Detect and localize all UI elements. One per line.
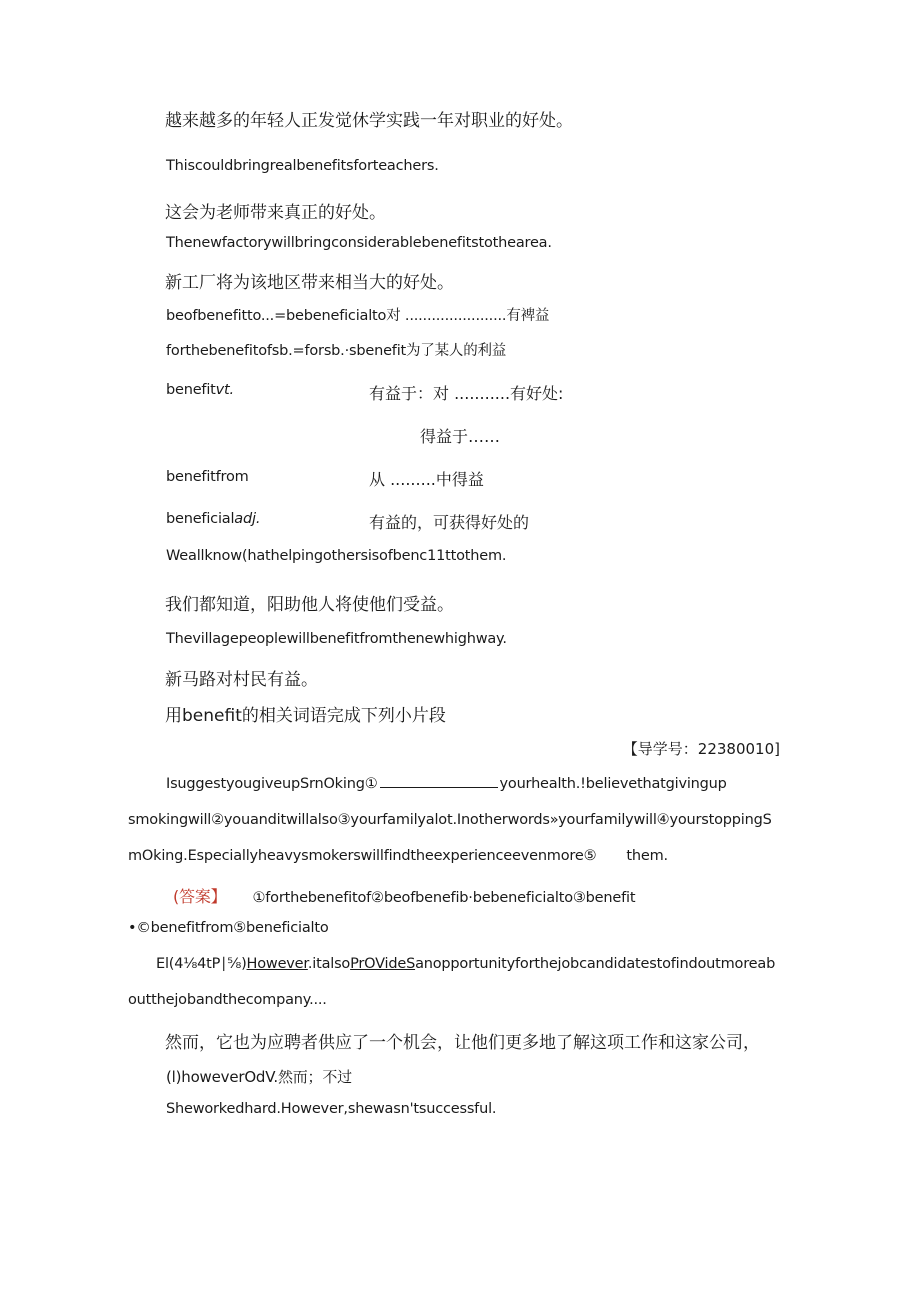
vocab-benefitfrom-term: benefitfrom (166, 469, 249, 485)
answer-line-2: •©benefitfrom⑤beneficialto (128, 920, 329, 936)
passage-line-1 (156, 956, 775, 972)
vocab-benefit-word: benefit (166, 382, 216, 398)
however-example: Sheworkedhard.However,shewasn'tsuccessful. (166, 1101, 497, 1117)
exercise-text: Isuggestyougiveup (166, 776, 300, 792)
exercise-text: yourhealth.!believethatgivingup (499, 776, 727, 792)
example-en-2: Thevillagepeoplewillbenefitfromthenewhighway. (166, 631, 507, 647)
example-cn-1: 我们都知道，阳助他人将使他们受益。 (165, 595, 454, 615)
exercise-text: SrnOking① (299, 776, 378, 792)
example-en-1: Weallknow(hathelpingothersisofbenc11ttothem. (166, 548, 507, 564)
passage-line-2: outthejobandthecompany.... (128, 992, 327, 1008)
line-cn-2: 这会为老师带来真正的好处。 (165, 203, 386, 223)
line-cn-1: 越来越多的年轻人正发觉休学实践一年对职业的好处。 (165, 111, 573, 131)
exercise-line-3 (128, 848, 668, 864)
guide-number: 【导学号：22380010] (622, 740, 780, 758)
exercise-text: them. (626, 848, 668, 864)
phrase-be-of-benefit: beofbenefitto...=bebeneficialto对 .......................有裨益 (166, 308, 550, 324)
vocab-benefit-def: 有益于：对 ...........有好处: (369, 384, 564, 403)
exercise-line-2: smokingwill②youanditwillalso③yourfamilyalot.Inotherwords»yourfamilywill④yourstoppingS (128, 812, 772, 828)
vocab-beneficial-word: beneficial (166, 511, 235, 527)
answer-text: ①forthebenefitof②beofbenefib·bebeneficialto③benefit (252, 890, 636, 906)
passage-text: anopportunityforthejobcandidatestofindoutmoreab (415, 956, 776, 972)
line-en-2: Thenewfactorywillbringconsiderablebenefitstothearea. (166, 235, 552, 251)
passage-text: .italso (307, 956, 351, 972)
passage-provides: PrOVideS (350, 956, 416, 972)
vocab-beneficial-def: 有益的，可获得好处的 (369, 513, 530, 532)
exercise-line-1 (166, 775, 727, 792)
vocab-benefit-def-2: 得益于…… (420, 427, 501, 446)
exercise-instruction: 用benefit的相关词语完成下列小片段 (165, 706, 446, 726)
vocab-benefitfrom-def: 从 .........中得益 (369, 470, 484, 489)
passage-however: However (246, 956, 308, 972)
however-item: (l)howeverOdV.然而；不过 (166, 1068, 352, 1086)
answer-label: (答案】 (173, 887, 227, 906)
answer-line-1 (173, 884, 635, 907)
vocab-beneficial-pos: adj. (234, 511, 261, 527)
passage-prefix: El(4⅛4tP∣⅝) (156, 956, 247, 972)
vocab-beneficial-term (166, 511, 260, 527)
vocab-benefit-pos: vt. (215, 382, 234, 398)
line-cn-3: 新工厂将为该地区带来相当大的好处。 (165, 273, 454, 293)
vocab-benefit-term (166, 382, 234, 398)
exercise-text: mOking.Especiallyheavysmokerswillfindtheexperienceevenmore⑤ (128, 848, 597, 864)
blank-1 (380, 775, 498, 788)
line-en-1: Thiscouldbringrealbenefitsforteachers. (166, 158, 439, 174)
phrase-for-the-benefit: forthebenefitofsb.=forsb.·sbenefit为了某人的利益 (166, 343, 507, 359)
passage-cn: 然而，它也为应聘者供应了一个机会，让他们更多地了解这项工作和这家公司， (165, 1033, 760, 1053)
example-cn-2: 新马路对村民有益。 (165, 670, 318, 690)
